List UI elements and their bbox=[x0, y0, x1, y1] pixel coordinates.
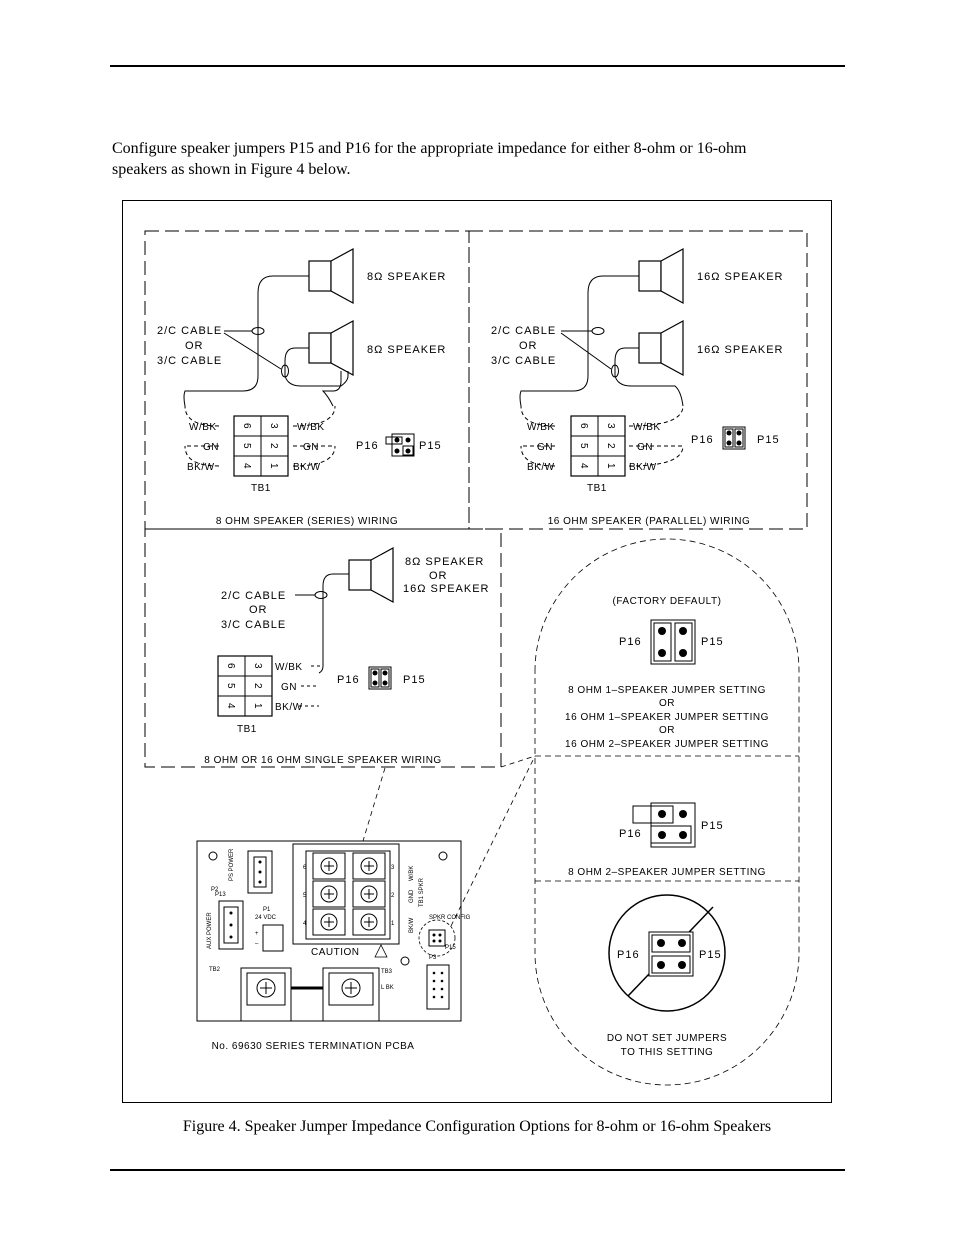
single-wbk: W/BK bbox=[275, 662, 303, 673]
series-wbk-left: W/BK bbox=[189, 422, 217, 433]
warning-line-2: TO THIS SETTING bbox=[620, 1047, 714, 1058]
figure-4-frame bbox=[122, 200, 832, 1103]
pcb-term-6: 6 bbox=[303, 865, 307, 871]
pcb-tb3: TB3 bbox=[381, 969, 393, 975]
setting-1-a: 8 OHM 1–SPEAKER JUMPER SETTING bbox=[568, 685, 766, 696]
single-tb-1: 1 bbox=[252, 702, 263, 710]
single-cable-or: OR bbox=[249, 604, 268, 616]
setting-1-c: 16 OHM 2–SPEAKER JUMPER SETTING bbox=[565, 739, 769, 750]
single-panel-title: 8 OHM OR 16 OHM SINGLE SPEAKER WIRING bbox=[204, 755, 442, 766]
pcb-ps-power: PS POWER bbox=[229, 848, 235, 881]
pcb-term-1: 1 bbox=[391, 921, 395, 927]
series-tb-2: 2 bbox=[268, 442, 279, 450]
parallel-cable-1: 2/C CABLE bbox=[491, 325, 557, 337]
setting-2-jumper-icon bbox=[633, 803, 695, 847]
single-jumper-icon bbox=[369, 667, 391, 689]
parallel-bkw-right: BK/W bbox=[629, 462, 657, 473]
series-bkw-right: BK/W bbox=[293, 462, 321, 473]
figure-caption: Figure 4. Speaker Jumper Impedance Configuration Options for 8-ohm or 16-ohm Speakers bbox=[182, 1118, 772, 1135]
pcb-tb1-spkr: TB1 SPKR bbox=[419, 877, 425, 907]
speaker-2-icon bbox=[309, 321, 353, 375]
speaker-icon bbox=[349, 548, 393, 602]
factory-default-label: (FACTORY DEFAULT) bbox=[612, 596, 722, 607]
parallel-bkw-left: BK/W bbox=[527, 462, 555, 473]
pcb-24vdc: 24 VDC bbox=[255, 915, 277, 921]
series-tb-1: 1 bbox=[268, 462, 279, 470]
parallel-panel-title: 16 OHM SPEAKER (PARALLEL) WIRING bbox=[547, 516, 751, 527]
series-p16-label: P16 bbox=[356, 440, 379, 452]
single-speaker-b: 16Ω SPEAKER bbox=[403, 583, 490, 595]
pcb-bkw: BK/W bbox=[409, 917, 415, 933]
series-gn-left: GN bbox=[203, 442, 219, 453]
series-tb-3: 3 bbox=[268, 422, 279, 430]
parallel-tb-3: 3 bbox=[605, 422, 616, 430]
series-gn-right: GN bbox=[303, 442, 319, 453]
pcb-spkr-config: SPKR CONFIG bbox=[429, 915, 471, 921]
series-cable-or: OR bbox=[185, 340, 204, 352]
single-tb-2: 2 bbox=[252, 682, 263, 690]
series-p15-label: P15 bbox=[419, 440, 442, 452]
parallel-tb-4: 4 bbox=[578, 462, 589, 470]
single-tb-4: 4 bbox=[225, 702, 236, 710]
series-cable-1: 2/C CABLE bbox=[157, 325, 223, 337]
parallel-tb-2: 2 bbox=[605, 442, 616, 450]
single-tb1-label: TB1 bbox=[237, 724, 257, 735]
parallel-cable-or: OR bbox=[519, 340, 538, 352]
speaker-1-icon bbox=[309, 249, 353, 303]
pcb-gnd: GND bbox=[409, 889, 415, 903]
series-tb1-label: TB1 bbox=[251, 483, 271, 494]
single-tb-6: 6 bbox=[225, 662, 236, 670]
pcb-p2: P2 bbox=[211, 887, 219, 893]
parallel-tb-6: 6 bbox=[578, 422, 589, 430]
setting-2-label: 8 OHM 2–SPEAKER JUMPER SETTING bbox=[568, 867, 766, 878]
parallel-speaker-1-label: 16Ω SPEAKER bbox=[697, 271, 784, 283]
svg-text:–: – bbox=[255, 941, 259, 947]
footer-rule bbox=[110, 1169, 845, 1171]
parallel-gn-right: GN bbox=[637, 442, 653, 453]
single-tb-3: 3 bbox=[252, 662, 263, 670]
single-panel bbox=[204, 548, 489, 766]
pcb-wbk: W/BK bbox=[409, 865, 415, 881]
pcb-p13: P13 bbox=[215, 892, 226, 898]
single-cable-1: 2/C CABLE bbox=[221, 590, 287, 602]
series-panel bbox=[157, 249, 446, 527]
series-cable-2: 3/C CABLE bbox=[157, 355, 223, 367]
speaker-1-icon bbox=[639, 249, 683, 303]
intro-line-1: Configure speaker jumpers P15 and P16 for the appropriate impedance for either 8-ohm or 16-ohm bbox=[112, 140, 747, 157]
pcb-p3: P3 bbox=[429, 955, 437, 961]
series-wbk-right: W/BK bbox=[297, 422, 325, 433]
parallel-tb1-label: TB1 bbox=[587, 483, 607, 494]
series-tb-5: 5 bbox=[241, 442, 252, 450]
intro-paragraph bbox=[112, 138, 832, 180]
setting-2-p15-label: P15 bbox=[701, 820, 724, 832]
parallel-panel bbox=[491, 249, 783, 527]
invalid-p16-label: P16 bbox=[617, 949, 640, 961]
default-p15-label: P15 bbox=[701, 636, 724, 648]
parallel-p15-label: P15 bbox=[757, 434, 780, 446]
pcb-tb1-terminal-block bbox=[293, 844, 399, 944]
pcb-term-5: 5 bbox=[303, 893, 307, 899]
series-tb-4: 4 bbox=[241, 462, 252, 470]
parallel-wbk-left: W/BK bbox=[527, 422, 555, 433]
default-jumper-icon bbox=[651, 620, 695, 664]
series-panel-title: 8 OHM SPEAKER (SERIES) WIRING bbox=[215, 516, 399, 527]
speaker-2-icon bbox=[639, 321, 683, 375]
pcb-term-4: 4 bbox=[303, 921, 307, 927]
setting-2-p16-label: P16 bbox=[619, 828, 642, 840]
pcb-tb2: TB2 bbox=[209, 967, 221, 973]
pcb-board bbox=[197, 756, 535, 1052]
pcb-term-3: 3 bbox=[391, 865, 395, 871]
single-cable-2: 3/C CABLE bbox=[221, 619, 287, 631]
invalid-jumper-icon bbox=[649, 932, 693, 976]
pcb-p15: P15 bbox=[445, 945, 456, 951]
series-speaker-2-label: 8Ω SPEAKER bbox=[367, 344, 447, 356]
header-rule bbox=[110, 65, 845, 67]
parallel-tb-1: 1 bbox=[605, 462, 616, 470]
single-speaker-a: 8Ω SPEAKER bbox=[405, 556, 485, 568]
invalid-p15-label: P15 bbox=[699, 949, 722, 961]
parallel-wbk-right: W/BK bbox=[633, 422, 661, 433]
intro-line-2: speakers as shown in Figure 4 below. bbox=[112, 161, 351, 178]
svg-text:+: + bbox=[255, 931, 259, 937]
pcb-title: No. 69630 SERIES TERMINATION PCBA bbox=[211, 1041, 415, 1052]
jumper-settings-panel bbox=[501, 539, 799, 1085]
pcb-lbk: L BK bbox=[381, 985, 394, 991]
parallel-cable-2: 3/C CABLE bbox=[491, 355, 557, 367]
parallel-gn-left: GN bbox=[537, 442, 553, 453]
series-bkw-left: BK/W bbox=[187, 462, 215, 473]
single-p15-label: P15 bbox=[403, 674, 426, 686]
warning-line-1: DO NOT SET JUMPERS bbox=[606, 1033, 728, 1044]
single-bkw: BK/W bbox=[275, 702, 303, 713]
setting-1-b: 16 OHM 1–SPEAKER JUMPER SETTING bbox=[565, 712, 769, 723]
figure-4-diagram bbox=[123, 201, 831, 1102]
parallel-speaker-2-label: 16Ω SPEAKER bbox=[697, 344, 784, 356]
single-tb-5: 5 bbox=[225, 682, 236, 690]
default-p16-label: P16 bbox=[619, 636, 642, 648]
pcb-term-2: 2 bbox=[391, 893, 395, 899]
single-gn: GN bbox=[281, 682, 297, 693]
series-tb-6: 6 bbox=[241, 422, 252, 430]
single-speaker-or: OR bbox=[429, 570, 448, 582]
parallel-jumper-icon bbox=[723, 427, 745, 449]
pcb-aux-power: AUX POWER bbox=[207, 912, 213, 949]
parallel-p16-label: P16 bbox=[691, 434, 714, 446]
setting-1-or-2: OR bbox=[659, 725, 675, 736]
pcb-caution: CAUTION bbox=[311, 947, 360, 958]
series-speaker-1-label: 8Ω SPEAKER bbox=[367, 271, 447, 283]
pcb-p1: P1 bbox=[263, 907, 271, 913]
setting-1-or-1: OR bbox=[659, 698, 675, 709]
single-p16-label: P16 bbox=[337, 674, 360, 686]
series-jumper-icon bbox=[386, 434, 414, 456]
parallel-tb-5: 5 bbox=[578, 442, 589, 450]
